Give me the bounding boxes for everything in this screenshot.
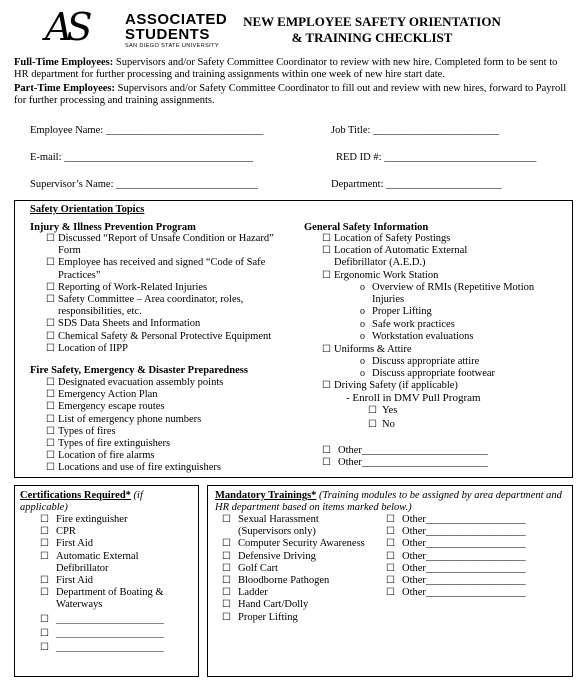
item-label: Computer Security Awareness (238, 538, 365, 550)
parttime-text: Supervisors and/or Safety Committee Coordinator to fill out and review with new hires, forward to Payroll for further processing and training assignments. (14, 83, 567, 107)
list-item (222, 587, 382, 599)
general-heading: General Safety Information (304, 222, 429, 233)
red-id-field[interactable]: RED ID #: _____________________________ (336, 152, 537, 163)
list-item (46, 450, 286, 462)
list-item (360, 282, 540, 306)
item-label: Fire extinguisher (56, 514, 128, 525)
blank-field[interactable]: ________________________ (56, 614, 164, 625)
checkbox[interactable]: ☐ (322, 245, 331, 257)
checkbox[interactable]: ☐ (386, 575, 395, 587)
other-item-2 (322, 457, 488, 469)
checkbox[interactable]: ☐ (46, 342, 55, 354)
other-field[interactable]: Other________________________ (338, 445, 488, 456)
item-label: Proper Lifting (238, 611, 298, 623)
list-item (46, 414, 286, 426)
item-label: Emergency escape routes (58, 401, 165, 413)
list-item (386, 526, 566, 538)
other-field[interactable]: Other___________________ (402, 562, 526, 574)
circle-bullet: o (360, 306, 365, 318)
checkbox[interactable]: ☐ (40, 514, 49, 525)
iipp-list (46, 233, 286, 355)
item-label: Designated evacuation assembly points (58, 377, 224, 388)
list-item (46, 462, 286, 474)
list-item (386, 538, 566, 550)
item-label: Sexual Harassment (Supervisors only) (238, 514, 319, 538)
other-field[interactable]: Other___________________ (402, 587, 526, 599)
list-item (46, 294, 271, 318)
checkbox[interactable]: ☐ (386, 526, 395, 538)
checkbox[interactable]: ☐ (46, 294, 55, 306)
other-field[interactable]: Other___________________ (402, 575, 526, 587)
checkbox[interactable]: ☐ (386, 562, 395, 574)
item-label: Overview of RMIs (Repetitive Motion Injuries (372, 282, 535, 306)
list-item (222, 551, 382, 563)
supervisor-name-field[interactable]: Supervisor’s Name: ___________________________ (30, 179, 258, 190)
list-item (222, 514, 347, 538)
list-item (40, 514, 190, 526)
item-label: Hand Cart/Dolly (238, 599, 309, 611)
circle-bullet: o (360, 368, 365, 380)
blank-field[interactable]: ________________________ (56, 643, 164, 654)
list-item (222, 599, 382, 611)
list-item (46, 377, 286, 389)
checkbox[interactable]: ☐ (322, 380, 331, 391)
trainings-title: Mandatory Trainings* (215, 490, 317, 501)
certifications-list (40, 514, 190, 654)
other-field[interactable]: Other___________________ (402, 526, 526, 538)
item-label: Types of fire extinguishers (58, 438, 171, 450)
item-label: Types of fires (58, 425, 116, 437)
item-label: Employee has received and signed “Code of Safe Practices” (58, 257, 266, 281)
list-item (40, 538, 190, 550)
checkbox[interactable]: ☐ (222, 611, 231, 623)
list-item (222, 612, 382, 624)
list-item (46, 257, 286, 281)
checkbox[interactable]: ☐ (46, 330, 55, 342)
list-item (222, 575, 382, 587)
no-label: No (382, 419, 395, 430)
checkbox[interactable]: ☐ (46, 413, 55, 425)
checkbox[interactable]: ☐ (386, 587, 395, 599)
checkbox[interactable]: ☐ (222, 587, 231, 599)
item-label: SDS Data Sheets and Information (58, 318, 201, 330)
list-item (386, 563, 566, 575)
dmv-pull-program: - Enroll in DMV Pull Program (346, 392, 481, 404)
checkbox[interactable]: ☐ (222, 514, 231, 525)
list-item (222, 538, 382, 550)
department-field[interactable]: Department: ______________________ (331, 179, 502, 190)
list-item (40, 575, 190, 587)
checkbox[interactable]: ☐ (386, 538, 395, 550)
certifications-note: (if applicable) (20, 490, 143, 514)
certifications-title: Certifications Required* (20, 490, 131, 501)
checkbox[interactable]: ☐ (46, 318, 55, 330)
list-item (386, 575, 566, 587)
employee-name-field[interactable]: Employee Name: ______________________________ (30, 125, 264, 136)
checkbox[interactable]: ☐ (46, 438, 55, 450)
list-item (46, 331, 286, 343)
list-item (46, 318, 286, 330)
checkbox[interactable]: ☐ (40, 526, 49, 538)
item-label: Discuss appropriate attire (372, 356, 480, 367)
document-title-line1: NEW EMPLOYEE SAFETY ORIENTATION (243, 14, 501, 29)
list-item (360, 356, 540, 368)
trainings-heading (215, 490, 565, 514)
logo-line3: SAN DIEGO STATE UNIVERSITY (125, 43, 219, 49)
item-label: Chemical Safety & Personal Protective Equipment (58, 330, 272, 342)
item-label: CPR (56, 526, 76, 538)
document-title-line2: & TRAINING CHECKLIST (291, 30, 453, 45)
dmv-yes-option (368, 405, 397, 417)
checkbox[interactable]: ☐ (386, 514, 395, 525)
checkbox[interactable]: ☐ (222, 550, 231, 562)
checkbox[interactable]: ☐ (40, 627, 49, 639)
item-label: Location of Automatic External Defibrillator (A.E.D.) (334, 245, 468, 269)
checkbox[interactable]: ☐ (40, 550, 49, 562)
item-label: Uniforms & Attire (334, 344, 412, 355)
other-item-1 (322, 445, 488, 457)
logo-mark: AS (45, 5, 87, 49)
list-item (360, 368, 540, 380)
other-field[interactable]: Other___________________ (402, 514, 526, 525)
checkbox[interactable]: ☐ (222, 538, 231, 550)
other-field[interactable]: Other___________________ (402, 550, 526, 562)
checkbox[interactable]: ☐ (46, 401, 55, 413)
parttime-label: Part-Time Employees: (14, 83, 115, 94)
checkbox[interactable]: ☐ (322, 233, 331, 244)
item-label: List of emergency phone numbers (58, 413, 202, 425)
ergonomic-sublist (360, 282, 540, 343)
circle-bullet: o (360, 356, 365, 367)
checkbox[interactable]: ☐ (46, 389, 55, 401)
checkbox[interactable]: ☐ (386, 550, 395, 562)
list-item (46, 233, 286, 257)
checkbox[interactable]: ☐ (322, 445, 331, 456)
trainings-other-list (386, 514, 566, 599)
other-field[interactable]: Other________________________ (338, 457, 488, 468)
fire-list (46, 377, 286, 475)
list-item (386, 551, 566, 563)
list-item (46, 401, 286, 413)
list-item (46, 426, 286, 438)
checkbox[interactable]: ☐ (368, 405, 377, 416)
checkbox[interactable]: ☐ (40, 642, 49, 654)
list-item (360, 319, 540, 331)
list-item (322, 270, 522, 282)
fire-heading: Fire Safety, Emergency & Disaster Preparedness (30, 365, 248, 376)
checkbox[interactable]: ☐ (222, 575, 231, 587)
dmv-no-option (368, 419, 395, 431)
checkbox[interactable]: ☐ (46, 425, 55, 437)
item-label: Safety Committee – Area coordinator, roles, responsibilities, etc. (58, 294, 244, 318)
list-item (222, 563, 382, 575)
general-list (322, 233, 522, 282)
checkbox[interactable]: ☐ (46, 257, 55, 269)
checkbox[interactable]: ☐ (322, 344, 331, 355)
item-label: Location of IIPP (58, 342, 128, 354)
item-label: Emergency Action Plan (58, 389, 158, 401)
item-label: Workstation evaluations (372, 330, 474, 342)
certifications-heading (20, 490, 192, 514)
item-label: Proper Lifting (372, 306, 432, 318)
checkbox[interactable]: ☐ (40, 613, 49, 625)
list-item (40, 526, 190, 538)
item-label: Safe work practices (372, 318, 455, 330)
uniforms-item (322, 344, 412, 356)
job-title-field[interactable]: Job Title: ________________________ (331, 125, 500, 136)
safety-topics-heading: Safety Orientation Topics (30, 204, 145, 215)
list-item (360, 331, 540, 343)
item-label: Reporting of Work-Related Injuries (58, 281, 208, 293)
checkbox[interactable]: ☐ (222, 562, 231, 574)
list-item (46, 282, 286, 294)
checkbox[interactable]: ☐ (322, 457, 331, 468)
list-item (386, 587, 566, 599)
item-label: Defensive Driving (238, 550, 316, 562)
yes-label: Yes (382, 405, 398, 416)
intro-fulltime (14, 57, 574, 81)
checkbox[interactable]: ☐ (40, 587, 49, 599)
list-item (46, 438, 286, 450)
checkbox[interactable]: ☐ (40, 575, 49, 587)
list-item (46, 343, 286, 355)
checkbox[interactable]: ☐ (322, 269, 331, 281)
list-item (386, 514, 566, 526)
checkbox[interactable]: ☐ (40, 538, 49, 550)
item-label: Automatic External Defibrillator (56, 550, 139, 574)
item-label: Department of Boating & Waterways (56, 587, 164, 611)
uniform-sublist (360, 356, 540, 380)
intro-parttime (14, 83, 574, 107)
fulltime-label: Full-Time Employees: (14, 57, 114, 68)
iipp-heading: Injury & Illness Prevention Program (30, 222, 196, 233)
fulltime-text: Supervisors and/or Safety Committee Coordinator to review with new hire. Completed form to be sent to HR department for further processing and training assignments within one week of new hire start date. (14, 57, 558, 81)
item-label: Discussed “Report of Unsafe Condition or Hazard” Form (58, 233, 274, 257)
item-label: Ladder (238, 587, 268, 599)
checkbox[interactable]: ☐ (222, 599, 231, 611)
list-item (40, 587, 175, 611)
checkbox[interactable]: ☐ (46, 450, 55, 462)
checkbox[interactable]: ☐ (46, 233, 55, 244)
checkbox[interactable]: ☐ (46, 462, 55, 474)
item-label: Discuss appropriate footwear (372, 368, 496, 380)
trainings-list (222, 514, 382, 624)
list-item (40, 628, 190, 640)
logo (45, 5, 228, 50)
logo-line2: STUDENTS (125, 26, 210, 43)
item-label: Location of fire alarms (58, 450, 155, 462)
list-item (40, 551, 170, 575)
item-label: Ergonomic Work Station (334, 269, 439, 281)
item-label: Driving Safety (if applicable) (334, 380, 458, 391)
logo-line1: ASSOCIATED (125, 11, 228, 28)
list-item (40, 642, 190, 654)
email-field[interactable]: E-mail: ____________________________________ (30, 152, 254, 163)
item-label: First Aid (56, 575, 94, 587)
blank-field[interactable]: ________________________ (56, 628, 164, 639)
checkbox[interactable]: ☐ (46, 281, 55, 293)
item-label: Golf Cart (238, 562, 278, 574)
driving-item (322, 380, 458, 392)
list-item (322, 233, 522, 245)
checkbox[interactable]: ☐ (46, 377, 55, 388)
item-label: First Aid (56, 538, 94, 550)
item-label: Locations and use of fire extinguishers (58, 462, 221, 474)
item-label: Bloodborne Pathogen (238, 575, 330, 587)
list-item (40, 614, 190, 626)
list-item (360, 306, 540, 318)
list-item (322, 245, 522, 269)
item-label: Location of Safety Postings (334, 233, 451, 244)
other-field[interactable]: Other___________________ (402, 538, 526, 550)
circle-bullet: o (360, 318, 365, 330)
circle-bullet: o (360, 330, 365, 342)
list-item (46, 389, 286, 401)
checkbox[interactable]: ☐ (368, 419, 377, 430)
circle-bullet: o (360, 282, 365, 293)
trainings-note: (Training modules to be assigned by area department and HR department based on items marked below.) (215, 490, 562, 514)
